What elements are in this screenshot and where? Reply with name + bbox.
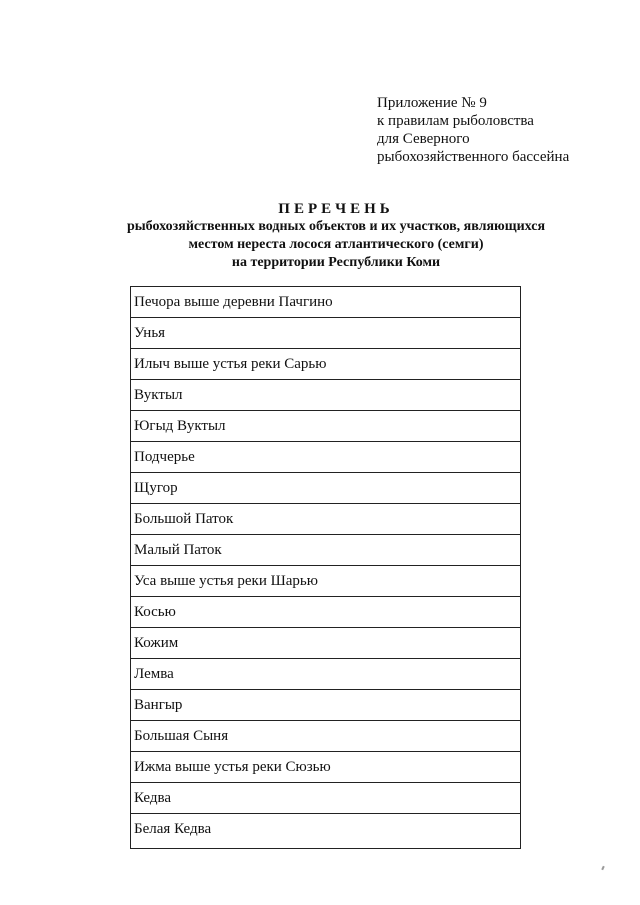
table-cell: Лемва <box>131 659 521 690</box>
title-subtitle-line: местом нереста лосося атлантического (семги) <box>188 237 484 252</box>
table-row <box>131 380 521 411</box>
table-cell: Щугор <box>131 473 521 504</box>
table-row <box>131 783 521 814</box>
appendix-line: рыбохозяйственного бассейна <box>377 149 570 165</box>
appendix-note <box>377 94 569 166</box>
table-row <box>131 442 521 473</box>
table-row <box>131 752 521 783</box>
table-cell: Печора выше деревни Пачгино <box>131 287 521 318</box>
table-cell: Косью <box>131 597 521 628</box>
scan-speck <box>601 866 605 870</box>
table-cell: Унья <box>131 318 521 349</box>
appendix-line: Приложение № 9 <box>377 95 487 111</box>
table-cell: Кожим <box>131 628 521 659</box>
appendix-line: для Северного <box>377 131 470 147</box>
table-cell: Кедва <box>131 783 521 814</box>
table-cell: Вангыр <box>131 690 521 721</box>
table-cell: Уса выше устья реки Шарью <box>131 566 521 597</box>
table-row <box>131 473 521 504</box>
table-cell: Подчерье <box>131 442 521 473</box>
table-row <box>131 318 521 349</box>
table-row <box>131 504 521 535</box>
table-cell: Большой Паток <box>131 504 521 535</box>
table-row <box>131 814 521 849</box>
table-cell: Большая Сыня <box>131 721 521 752</box>
table-row <box>131 721 521 752</box>
table-cell: Малый Паток <box>131 535 521 566</box>
table-row <box>131 690 521 721</box>
title-heading: ПЕРЕЧЕНЬ <box>278 201 394 217</box>
document-title <box>0 200 640 272</box>
table-cell: Ижма выше устья реки Сюзью <box>131 752 521 783</box>
table-row <box>131 597 521 628</box>
table-cell: Вуктыл <box>131 380 521 411</box>
table-row <box>131 566 521 597</box>
table-cell: Илыч выше устья реки Сарью <box>131 349 521 380</box>
table-row <box>131 349 521 380</box>
table-cell: Югыд Вуктыл <box>131 411 521 442</box>
table-row <box>131 287 521 318</box>
table-row <box>131 535 521 566</box>
appendix-line: к правилам рыболовства <box>377 113 534 129</box>
title-subtitle-line: рыбохозяйственных водных объектов и их участков, являющихся <box>126 219 546 234</box>
table-row <box>131 659 521 690</box>
table-row <box>131 628 521 659</box>
table-row <box>131 411 521 442</box>
water-bodies-table <box>130 286 521 849</box>
title-subtitle-line: на территории Республики Коми <box>231 255 441 270</box>
table-cell: Белая Кедва <box>131 814 521 849</box>
